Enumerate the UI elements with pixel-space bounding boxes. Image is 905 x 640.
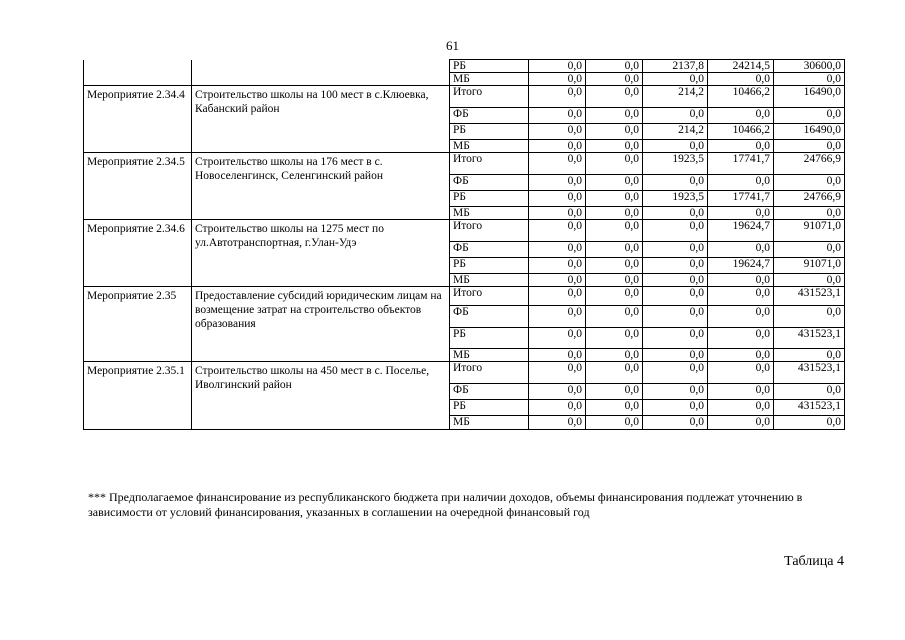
value-cell: 0,0 — [643, 274, 708, 287]
value-cell: 0,0 — [586, 220, 643, 242]
value-cell: 0,0 — [708, 362, 774, 384]
value-cell: 0,0 — [586, 108, 643, 124]
value-cell: 431523,1 — [774, 362, 845, 384]
value-cell: 0,0 — [643, 287, 708, 306]
value-cell: 0,0 — [643, 306, 708, 328]
measure-description-cell — [192, 60, 450, 86]
value-cell: 0,0 — [643, 384, 708, 400]
value-cell: 0,0 — [643, 73, 708, 86]
value-cell: 0,0 — [529, 384, 586, 400]
value-cell: 0,0 — [708, 416, 774, 430]
measure-description: Предоставление субсидий юридическим лицам на возмещение затрат на строительство объектов образования — [192, 287, 450, 362]
value-cell: 0,0 — [586, 86, 643, 108]
value-cell: 0,0 — [586, 207, 643, 220]
budget-type-cell: ФБ — [450, 384, 529, 400]
value-cell: 0,0 — [708, 140, 774, 153]
value-cell: 0,0 — [529, 60, 586, 73]
value-cell: 0,0 — [529, 207, 586, 220]
value-cell: 214,2 — [643, 86, 708, 108]
value-cell: 0,0 — [529, 153, 586, 175]
value-cell: 0,0 — [586, 274, 643, 287]
value-cell: 0,0 — [529, 287, 586, 306]
budget-type-cell: Итого — [450, 287, 529, 306]
value-cell: 91071,0 — [774, 258, 845, 274]
budget-type-cell: ФБ — [450, 175, 529, 191]
value-cell: 0,0 — [774, 349, 845, 362]
value-cell: 0,0 — [529, 140, 586, 153]
value-cell: 0,0 — [643, 362, 708, 384]
measure-description: Строительство школы на 1275 мест по ул.Автотранспортная, г.Улан-Удэ — [192, 220, 450, 287]
value-cell: 0,0 — [529, 124, 586, 140]
value-cell: 0,0 — [643, 328, 708, 349]
value-cell: 0,0 — [774, 242, 845, 258]
value-cell: 0,0 — [586, 362, 643, 384]
value-cell: 17741,7 — [708, 153, 774, 175]
value-cell: 0,0 — [774, 416, 845, 430]
value-cell: 0,0 — [643, 207, 708, 220]
value-cell: 0,0 — [529, 108, 586, 124]
value-cell: 19624,7 — [708, 220, 774, 242]
table-4-label: Таблица 4 — [784, 554, 844, 569]
value-cell: 0,0 — [586, 384, 643, 400]
value-cell: 0,0 — [708, 349, 774, 362]
budget-type-cell: МБ — [450, 349, 529, 362]
value-cell: 0,0 — [529, 328, 586, 349]
value-cell: 0,0 — [774, 73, 845, 86]
value-cell: 0,0 — [586, 175, 643, 191]
value-cell: 0,0 — [643, 400, 708, 416]
page-number: 61 — [446, 38, 459, 53]
value-cell: 1923,5 — [643, 153, 708, 175]
value-cell: 0,0 — [708, 328, 774, 349]
value-cell: 0,0 — [643, 140, 708, 153]
value-cell: 0,0 — [529, 242, 586, 258]
value-cell: 0,0 — [586, 153, 643, 175]
value-cell: 0,0 — [643, 258, 708, 274]
measure-code: Мероприятие 2.35 — [84, 287, 192, 362]
value-cell: 0,0 — [774, 207, 845, 220]
budget-type-cell: Итого — [450, 153, 529, 175]
value-cell: 24214,5 — [708, 60, 774, 73]
footnote: *** Предполагаемое финансирование из республиканского бюджета при наличии доходов, объемы финансирования подлежат уточнению в зависимости от условий финансирования, указанных в соглашении на очередной финансовый год — [88, 490, 803, 519]
measure-row — [84, 287, 845, 306]
financing-table — [83, 59, 845, 430]
value-cell: 0,0 — [529, 220, 586, 242]
value-cell: 0,0 — [529, 362, 586, 384]
value-cell: 10466,2 — [708, 124, 774, 140]
value-cell: 0,0 — [586, 400, 643, 416]
measure-description: Строительство школы на 100 мест в с.Клюевка, Кабанский район — [192, 86, 450, 153]
value-cell: 0,0 — [529, 191, 586, 207]
value-cell: 1923,5 — [643, 191, 708, 207]
value-cell: 0,0 — [643, 416, 708, 430]
budget-type-cell: Итого — [450, 362, 529, 384]
value-cell: 91071,0 — [774, 220, 845, 242]
measure-description: Строительство школы на 450 мест в с. Поселье, Иволгинский район — [192, 362, 450, 430]
value-cell: 0,0 — [586, 416, 643, 430]
budget-type-cell: ФБ — [450, 108, 529, 124]
value-cell: 0,0 — [643, 349, 708, 362]
value-cell: 0,0 — [529, 274, 586, 287]
value-cell: 0,0 — [774, 140, 845, 153]
value-cell: 0,0 — [708, 400, 774, 416]
value-cell: 0,0 — [708, 207, 774, 220]
value-cell: 0,0 — [708, 175, 774, 191]
value-cell: 0,0 — [586, 140, 643, 153]
value-cell: 0,0 — [529, 349, 586, 362]
measure-row — [84, 362, 845, 384]
budget-type-cell: Итого — [450, 220, 529, 242]
value-cell: 0,0 — [643, 220, 708, 242]
budget-type-cell: МБ — [450, 274, 529, 287]
value-cell: 0,0 — [708, 242, 774, 258]
value-cell: 0,0 — [529, 258, 586, 274]
value-cell: 214,2 — [643, 124, 708, 140]
value-cell: 0,0 — [586, 306, 643, 328]
measure-row — [84, 220, 845, 242]
value-cell: 0,0 — [774, 274, 845, 287]
value-cell: 0,0 — [708, 287, 774, 306]
measure-code: Мероприятие 2.35.1 — [84, 362, 192, 430]
value-cell: 0,0 — [529, 400, 586, 416]
value-cell: 0,0 — [774, 306, 845, 328]
budget-type-cell: РБ — [450, 124, 529, 140]
value-cell: 0,0 — [774, 384, 845, 400]
value-cell: 0,0 — [708, 384, 774, 400]
budget-type-cell: МБ — [450, 416, 529, 430]
budget-type-cell: РБ — [450, 191, 529, 207]
value-cell: 0,0 — [643, 108, 708, 124]
value-cell: 30600,0 — [774, 60, 845, 73]
value-cell: 24766,9 — [774, 191, 845, 207]
value-cell: 0,0 — [643, 242, 708, 258]
value-cell: 0,0 — [708, 73, 774, 86]
value-cell: 0,0 — [529, 73, 586, 86]
value-cell: 0,0 — [586, 258, 643, 274]
value-cell: 0,0 — [586, 73, 643, 86]
value-cell: 0,0 — [586, 242, 643, 258]
value-cell: 0,0 — [586, 287, 643, 306]
value-cell: 431523,1 — [774, 328, 845, 349]
value-cell: 0,0 — [586, 349, 643, 362]
measure-code: Мероприятие 2.34.6 — [84, 220, 192, 287]
value-cell: 0,0 — [529, 306, 586, 328]
value-cell: 0,0 — [529, 86, 586, 108]
budget-type-cell: ФБ — [450, 242, 529, 258]
measure-row — [84, 86, 845, 108]
budget-type-cell: ФБ — [450, 306, 529, 328]
value-cell: 24766,9 — [774, 153, 845, 175]
value-cell: 0,0 — [643, 175, 708, 191]
measure-code: Мероприятие 2.34.4 — [84, 86, 192, 153]
value-cell: 0,0 — [586, 124, 643, 140]
value-cell: 17741,7 — [708, 191, 774, 207]
budget-type-cell: МБ — [450, 73, 529, 86]
measure-code: Мероприятие 2.34.5 — [84, 153, 192, 220]
budget-type-cell: Итого — [450, 86, 529, 108]
value-cell: 16490,0 — [774, 124, 845, 140]
value-cell: 0,0 — [708, 108, 774, 124]
budget-type-cell: МБ — [450, 207, 529, 220]
value-cell: 0,0 — [529, 175, 586, 191]
value-cell: 10466,2 — [708, 86, 774, 108]
value-cell: 431523,1 — [774, 400, 845, 416]
budget-type-cell: РБ — [450, 328, 529, 349]
budget-type-cell: МБ — [450, 140, 529, 153]
value-cell: 431523,1 — [774, 287, 845, 306]
value-cell: 16490,0 — [774, 86, 845, 108]
value-cell: 0,0 — [774, 175, 845, 191]
continuation-row — [84, 60, 845, 73]
measure-code-cell — [84, 60, 192, 86]
budget-type-cell: РБ — [450, 400, 529, 416]
value-cell: 0,0 — [774, 108, 845, 124]
value-cell: 19624,7 — [708, 258, 774, 274]
value-cell: 0,0 — [586, 191, 643, 207]
budget-type-cell: РБ — [450, 60, 529, 73]
value-cell: 0,0 — [586, 328, 643, 349]
value-cell: 0,0 — [708, 274, 774, 287]
value-cell: 0,0 — [708, 306, 774, 328]
value-cell: 2137,8 — [643, 60, 708, 73]
value-cell: 0,0 — [586, 60, 643, 73]
budget-type-cell: РБ — [450, 258, 529, 274]
measure-description: Строительство школы на 176 мест в с. Новоселенгинск, Селенгинский район — [192, 153, 450, 220]
value-cell: 0,0 — [529, 416, 586, 430]
measure-row — [84, 153, 845, 175]
